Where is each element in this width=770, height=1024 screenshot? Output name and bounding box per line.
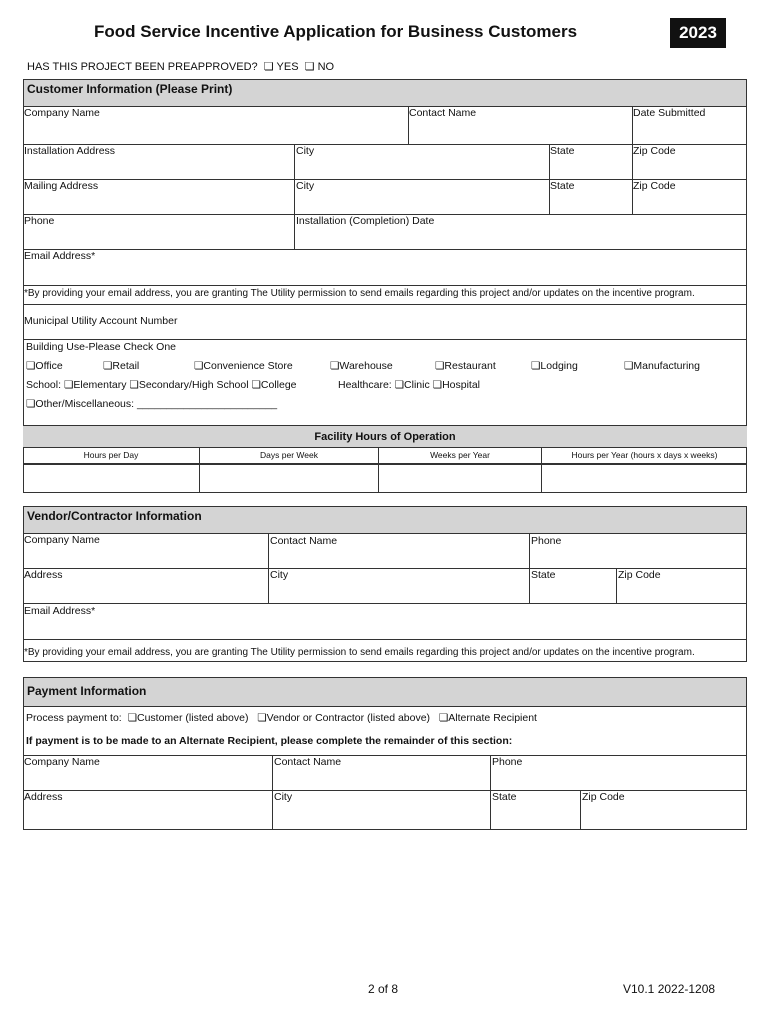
mailing-zip-label: Zip Code — [633, 180, 676, 192]
use-lodging[interactable]: ❏Lodging — [531, 360, 578, 372]
use-restaurant[interactable]: ❏Restaurant — [435, 360, 496, 372]
vendor-email-note: *By providing your email address, you are granting The Utility permission to send emails regarding this project and/or updates on the incentive program. — [24, 647, 695, 658]
pay-alternate[interactable]: ❏Alternate Recipient — [438, 712, 537, 724]
company-name-label: Company Name — [24, 107, 100, 119]
healthcare-label: Healthcare: — [338, 379, 392, 391]
use-manufacturing[interactable]: ❏Manufacturing — [624, 360, 700, 372]
email-note: *By providing your email address, you are granting The Utility permission to send emails regarding this project and/or updates on the incentive program. — [24, 288, 695, 299]
installation-address-label: Installation Address — [24, 145, 116, 157]
payment-phone-label: Phone — [492, 756, 523, 768]
pay-customer[interactable]: ❏Customer (listed above) — [127, 712, 249, 724]
payment-heading: Payment Information — [23, 677, 747, 707]
vendor-company-label: Company Name — [24, 534, 100, 546]
customer-heading: Customer Information (Please Print) — [23, 79, 747, 107]
mailing-address-label: Mailing Address — [24, 180, 99, 192]
payment-zip-label: Zip Code — [582, 791, 625, 803]
school-secondary[interactable]: ❏Secondary/High School — [129, 379, 249, 391]
school-row — [26, 379, 297, 391]
use-convenience-store[interactable]: ❏Convenience Store — [194, 360, 293, 372]
vendor-heading: Vendor/Contractor Information — [23, 506, 747, 534]
phone-label: Phone — [24, 215, 55, 227]
year-badge: 2023 — [670, 18, 726, 48]
healthcare-hospital[interactable]: ❏Hospital — [432, 379, 480, 391]
payment-contact-label: Contact Name — [274, 756, 342, 768]
vendor-state-label: State — [531, 569, 556, 581]
preapproved-question: HAS THIS PROJECT BEEN PREAPPROVED? — [27, 61, 258, 73]
payment-city-label: City — [274, 791, 293, 803]
hours-table — [23, 447, 747, 493]
mailing-state-label: State — [550, 180, 575, 192]
contact-name-label: Contact Name — [409, 107, 477, 119]
email-label: Email Address* — [24, 250, 96, 262]
version-label: V10.1 2022-1208 — [623, 982, 716, 996]
healthcare-row — [338, 379, 480, 391]
weeks-per-year-col: Weeks per Year — [430, 450, 490, 460]
vendor-zip-label: Zip Code — [618, 569, 661, 581]
use-retail[interactable]: ❏Retail — [103, 360, 140, 372]
customer-section — [23, 79, 747, 465]
no-checkbox[interactable]: ❏ — [304, 61, 315, 73]
building-use-label: Building Use-Please Check One — [26, 341, 176, 353]
date-submitted-label: Date Submitted — [633, 107, 706, 119]
installation-zip-label: Zip Code — [633, 145, 676, 157]
vendor-phone-label: Phone — [531, 535, 562, 547]
vendor-address-label: Address — [24, 569, 63, 581]
installation-state-label: State — [550, 145, 575, 157]
school-label: School: — [26, 379, 62, 391]
hours-heading: Facility Hours of Operation — [23, 425, 747, 447]
vendor-city-label: City — [270, 569, 289, 581]
vendor-section — [23, 506, 747, 662]
payment-address-label: Address — [24, 791, 63, 803]
healthcare-clinic[interactable]: ❏Clinic — [394, 379, 430, 391]
installation-city-label: City — [296, 145, 315, 157]
payment-company-label: Company Name — [24, 756, 100, 768]
pay-vendor[interactable]: ❏Vendor or Contractor (listed above) — [257, 712, 431, 724]
school-elementary[interactable]: ❏Elementary — [63, 379, 127, 391]
preapproved-row — [27, 60, 334, 73]
other-label: Other/Miscellaneous: ________________________ — [35, 398, 278, 410]
yes-checkbox[interactable]: ❏ — [263, 61, 274, 73]
hours-per-year-col: Hours per Year (hours x days x weeks) — [571, 450, 718, 460]
vendor-contact-label: Contact Name — [270, 535, 338, 547]
use-warehouse[interactable]: ❏Warehouse — [330, 360, 393, 372]
page-number: 2 of 8 — [368, 982, 399, 996]
hours-per-day-col: Hours per Day — [83, 450, 139, 460]
alternate-note: If payment is to be made to an Alternate Recipient, please complete the remainder of this section: — [26, 735, 513, 747]
form-title: Food Service Incentive Application for Business Customers — [94, 22, 578, 41]
no-label: NO — [317, 61, 335, 73]
other-row[interactable]: ❏Other/Miscellaneous: ________________________ — [26, 398, 278, 410]
yes-label: YES — [276, 61, 299, 73]
process-payment-row — [26, 712, 537, 724]
vendor-email-label: Email Address* — [24, 605, 96, 617]
days-per-week-col: Days per Week — [260, 450, 318, 460]
mailing-city-label: City — [296, 180, 315, 192]
payment-state-label: State — [492, 791, 517, 803]
account-number-label: Municipal Utility Account Number — [24, 315, 178, 327]
payment-section — [23, 677, 747, 830]
process-payment-label: Process payment to: — [26, 712, 122, 724]
use-office[interactable]: ❏Office — [26, 360, 63, 372]
installation-date-label: Installation (Completion) Date — [296, 215, 435, 227]
school-college[interactable]: ❏College — [251, 379, 297, 391]
